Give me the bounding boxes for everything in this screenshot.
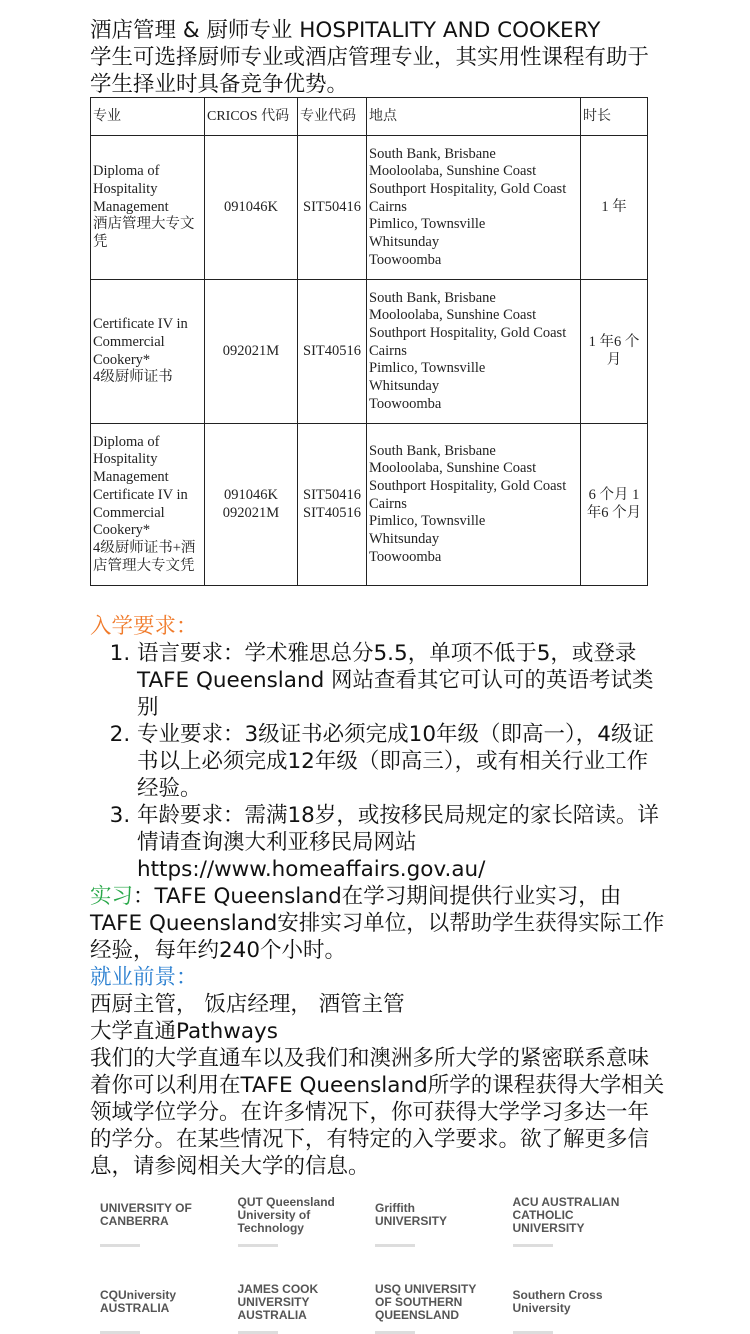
duration: 1 年6 个月 (588, 333, 640, 368)
course-table (90, 97, 648, 586)
major-name: 4级厨师证书 (93, 369, 173, 386)
university-logo: CQUniversity AUSTRALIA (100, 1277, 238, 1334)
requirement-item: 3. 年龄要求：需满18岁，或按移民局规定的家长陪读。详情请查询澳大利亚移民局网站 https://www.homeaffairs.gov.au/ (137, 802, 665, 883)
location: Mooloolaba, Sunshine Coast (369, 460, 537, 477)
duration: 1 年 (601, 198, 627, 215)
location: Pimlico, Townsville (369, 513, 486, 530)
location: Whitsunday (369, 378, 440, 395)
university-logos (100, 1190, 650, 1334)
location: Southport Hospitality, Gold Coast (369, 180, 567, 197)
university-logo: Southern Cross University (513, 1277, 651, 1334)
cricos-code: 091046K (224, 486, 278, 503)
location: Southport Hospitality, Gold Coast (369, 324, 567, 341)
major-name: 酒店管理大专文凭 (93, 216, 195, 251)
university-logo: Griffith UNIVERSITY (375, 1190, 513, 1247)
location: Toowoomba (369, 548, 442, 565)
university-logo: UNIVERSITY OF CANBERRA (100, 1190, 238, 1247)
table-row (91, 136, 648, 280)
intro-text: 学生可选择厨师专业或酒店管理专业，其实用性课程有助于学生择业时具备竞争优势。 (90, 45, 650, 97)
university-logo: JAMES COOK UNIVERSITY AUSTRALIA (238, 1277, 376, 1334)
table-row (91, 280, 648, 424)
requirement-item: 2. 专业要求：3级证书必须完成10年级（即高一），4级证书以上必须完成12年级（即高三），或有相关行业工作经验。 (137, 721, 665, 802)
page-title: 酒店管理 & 厨师专业 HOSPITALITY AND COOKERY 学生可选择厨师专业或酒店管理专业，其实用性课程有助于学生择业时具备竞争优势。 (90, 17, 665, 98)
location: Pimlico, Townsville (369, 216, 486, 233)
university-logo: ACU AUSTRALIAN CATHOLIC UNIVERSITY (513, 1190, 651, 1247)
location: Pimlico, Townsville (369, 360, 486, 377)
location: Southport Hospitality, Gold Coast (369, 477, 567, 494)
course-code: SIT40516 (303, 504, 361, 521)
cricos-code: 092021M (222, 342, 280, 359)
cricos-code: 091046K (224, 198, 278, 215)
course-code: SIT40516 (303, 342, 361, 359)
location: Toowoomba (369, 251, 442, 268)
location: South Bank, Brisbane (369, 145, 496, 162)
major-name: Diploma of Hospitality Management (93, 163, 169, 215)
requirement-item: 1. 语言要求：学术雅思总分5.5，单项不低于5，或登录TAFE Queensland 网站查看其它可认可的英语考试类别 (137, 640, 665, 721)
location: South Bank, Brisbane (369, 442, 496, 459)
location: Mooloolaba, Sunshine Coast (369, 307, 537, 324)
major-name: Certificate IV in Commercial Cookery* (93, 316, 188, 368)
location: Whitsunday (369, 531, 440, 548)
location: Cairns (369, 495, 407, 512)
major-name: Diploma of Hospitality Management Certificate IV in Commercial Cookery* (93, 433, 188, 539)
location: Toowoomba (369, 395, 442, 412)
major-name: 4级厨师证书+酒店管理大专文凭 (93, 539, 196, 574)
course-code: SIT50416 (303, 198, 361, 215)
location: Mooloolaba, Sunshine Coast (369, 163, 537, 180)
internship: 实习：TAFE Queensland在学习期间提供行业实习，由TAFE Queensland安排实习单位，以帮助学生获得实际工作经验，每年约240个小时。 (90, 884, 665, 963)
duration: 6 个月 1年6 个月 (586, 486, 642, 521)
university-logo: QUT Queensland University of Technology (238, 1190, 376, 1247)
location: South Bank, Brisbane (369, 289, 496, 306)
table-header: 专业 CRICOS 代码 专业代码 地点 时长 (91, 98, 648, 136)
cricos-code: 092021M (222, 504, 280, 521)
location: Whitsunday (369, 234, 440, 251)
location: Cairns (369, 198, 407, 215)
university-logo: USQ UNIVERSITY OF SOUTHERN QUEENSLAND (375, 1277, 513, 1334)
table-row (91, 424, 648, 586)
location: Cairns (369, 342, 407, 359)
requirements-section: 入学要求： 1. 语言要求：学术雅思总分5.5，单项不低于5，或登录TAFE Queensland 网站查看其它可认可的英语考试类别 2. 专业要求：3级证书必须完成10年级（即高一），4级证书以上必须完成12年级（即高三），或有相关行业工作经验。 3. 年龄要求：需满18岁，或按移民局规定的家长陪读。详情请查询澳大利亚移民局网站 https://www.homeaffairs.gov.au/ 实习：TAFE Queensland在学习期间提供行业实习，由TAFE Queensland安排实习单位，以帮助学生获得实际工作经验，每年约240个小时。 就业前景： 西厨主管， 饭店经理， 酒管主管 大学直通Pathways 我们的大学直通车以及我们和澳洲多所大学的紧密联系意味着你可以利用在TAFE Queensland所学的课程获得大学相关领域学位学分。在许多情况下，你可获得大学学习多达一年的学分。在某些情况下，有特定的入学要求。欲了解更多信息，请参阅相关大学的信息。 (90, 613, 665, 1180)
course-code: SIT50416 (303, 486, 361, 503)
